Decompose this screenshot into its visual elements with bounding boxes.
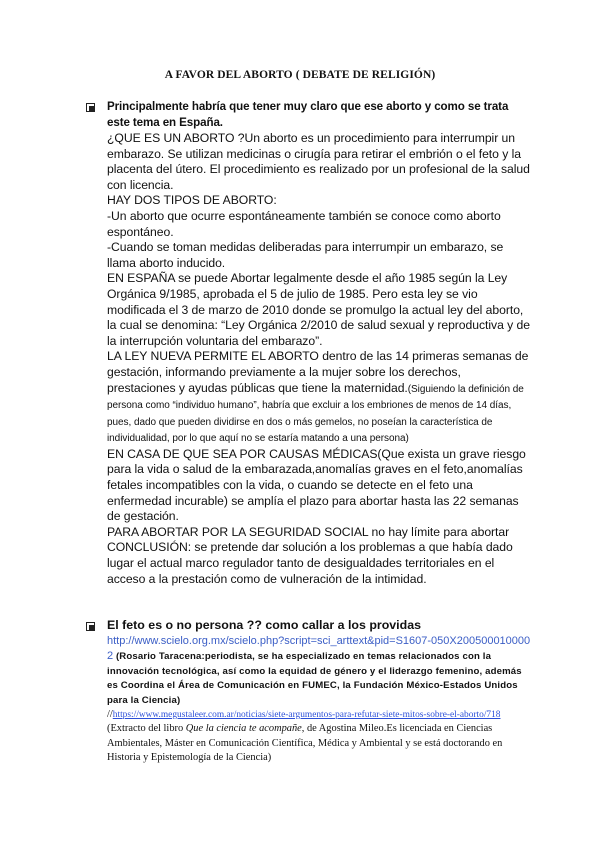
new-law-note: (Siguiendo la definición de persona como “individuo humano”, habría que excluir a los embriones de menos de 14 días, pues, dado que pueden dividirse en dos o más gemelos, no poseían la característica de individualidad, por lo que aquí no se estaría matando a una persona) (107, 383, 524, 445)
references (107, 634, 535, 766)
reference-2-extract: (Extracto del libro (107, 723, 186, 735)
paragraph-medical-causes: EN CASA DE QUE SEA POR CAUSAS MÉDICAS(Que exista un grave riesgo para la vida o salud de la embarazada,anomalías graves en el feto,anomalías fetales incompatibles con la vida, o cuando se detecte en el feto una enfermedad incurable) se amplía el plazo para abortar hasta las 22 semanas de gestación. (107, 446, 526, 524)
reference-2-link[interactable]: https://www.megustaleer.com.ar/noticias/siete-argumentos-para-refutar-siete-mitos-sobre-el-aborto/718 (112, 710, 501, 721)
paragraph-definition: ¿QUE ES UN ABORTO ?Un aborto es un procedimiento para interrumpir un embarazo. Se utilizan medicinas o cirugía para retirar el embrión o el feto y la placenta del útero. El procedimiento es realizado por un profesional de la salud con licencia. (107, 131, 530, 192)
bullet-square-icon (86, 103, 95, 112)
paragraph-types-heading: HAY DOS TIPOS DE ABORTO: (107, 193, 277, 208)
bullet-square-icon (86, 622, 95, 631)
reference-1-note: (Rosario Taracena:periodista, se ha especializado en temas relacionados con la innovación tecnológica, así como la equidad de género y el liderazgo femenino, además es Coordina el Área de Comunicación en FUMEC, la Fundación México-Estados Unidos para la Ciencia) (107, 651, 522, 706)
section-heading-2: El feto es o no persona ?? como callar a los providas (107, 618, 421, 632)
paragraph-new-law (107, 349, 532, 447)
reference-2 (107, 708, 535, 766)
reference-2-bio: Es licenciada en Ciencias Ambientales, Máster en Comunicación Científica, Médica y Ambiental y se está doctorando en Historia y Epistemología de la Ciencia) (107, 723, 503, 764)
reference-2-book-title: Que la ciencia te acompañe (185, 723, 302, 735)
paragraph-spain-law: EN ESPAÑA se puede Abortar legalmente desde el año 1985 según la Ley Orgánica 9/1985, aprobada el 5 de julio de 1985. Pero esta ley se vio modificada el 3 de marzo de 2010 donde se promulgo la actual ley del aborto, la cual se denomina: “Ley Orgánica 2/2010 de salud sexual y reproductiva y de la interrupción voluntaria del embarazo”. (107, 271, 530, 348)
paragraph-spontaneous: -Un aborto que ocurre espontáneamente también se conoce como aborto espontáneo. (107, 208, 501, 239)
reference-1 (107, 634, 535, 708)
paragraph-social-security: PARA ABORTAR POR LA SEGURIDAD SOCIAL no hay límite para abortar (107, 524, 510, 539)
reference-1-link[interactable]: http://www.scielo.org.mx/scielo.php?script=sci_arttext&pid=S1607-050X2005000100002 (107, 635, 531, 663)
page-title: A FAVOR DEL ABORTO ( DEBATE DE RELIGIÓN) (164, 69, 436, 81)
reference-2-prefix: // (107, 709, 113, 721)
paragraph-conclusion: CONCLUSIÓN: se pretende dar solución a los problemas a que había dado lugar el actual marco regulador tanto de desigualdades territoriales en el acceso a la prestación como de vulneración de la intimidad. (107, 540, 513, 586)
reference-2-author: , de Agostina Mileo. (301, 723, 387, 735)
new-law-text: LA LEY NUEVA PERMITE EL ABORTO dentro de las 14 primeras semanas de gestación, informando previamente a la mujer sobre los derechos, prestaciones y ayudas públicas que tiene la maternidad. (107, 349, 529, 395)
section-heading-1: Principalmente habría que tener muy claro que ese aborto y como se trata este tema en España. (107, 100, 509, 129)
section-body-1 (107, 131, 532, 587)
paragraph-induced: -Cuando se toman medidas deliberadas para interrumpir un embarazo, se llama aborto inducido. (107, 240, 504, 270)
